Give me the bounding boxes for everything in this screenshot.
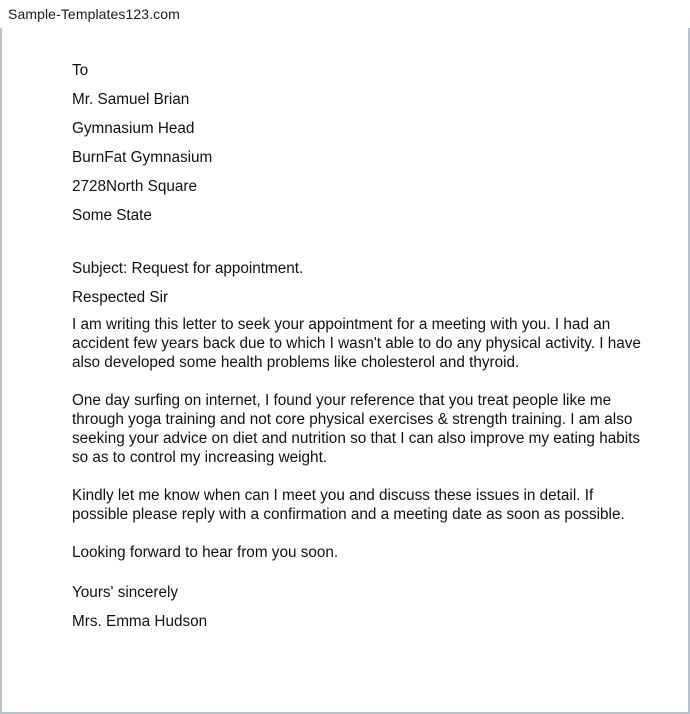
recipient-title: Gymnasium Head xyxy=(72,120,195,137)
paragraph-line: possible please reply with a confirmation and a meeting date as soon as possible. xyxy=(72,506,625,523)
paragraph-line: accident few years back due to which I wasn't able to do any physical activity. I have xyxy=(72,335,641,352)
salutation: Respected Sir xyxy=(72,289,169,306)
recipient-company: BurnFat Gymnasium xyxy=(72,149,213,166)
paragraph-4 xyxy=(72,543,638,562)
site-watermark: Sample-Templates123.com xyxy=(8,6,180,22)
paragraph-1 xyxy=(72,315,641,372)
address-to: To xyxy=(72,62,89,79)
letter-body xyxy=(72,60,641,640)
paragraph-line: also developed some health problems like cholesterol and thyroid. xyxy=(72,354,520,371)
paragraph-line: so as to control my increasing weight. xyxy=(72,449,328,466)
paragraph-3 xyxy=(72,486,638,524)
paragraph-line: Looking forward to hear from you soon. xyxy=(72,544,339,561)
paragraph-line: One day surfing on internet, I found your reference that you treat people like me xyxy=(72,392,612,409)
signature: Mrs. Emma Hudson xyxy=(72,613,208,630)
header-bar xyxy=(0,0,690,28)
paragraph-2 xyxy=(72,391,641,467)
closing: Yours' sincerely xyxy=(72,584,179,601)
recipient-state: Some State xyxy=(72,207,152,224)
paragraph-line: Kindly let me know when can I meet you and discuss these issues in detail. If xyxy=(72,487,594,504)
subject-line: Subject: Request for appointment. xyxy=(72,260,304,277)
recipient-address xyxy=(72,60,638,234)
recipient-street: 2728North Square xyxy=(72,178,198,195)
paragraph-line: I am writing this letter to seek your appointment for a meeting with you. I had an xyxy=(72,316,611,333)
recipient-name: Mr. Samuel Brian xyxy=(72,91,190,108)
paragraph-line: seeking your advice on diet and nutrition so that I can also improve my eating habits xyxy=(72,430,641,447)
paragraph-line: through yoga training and not core physical exercises & strength training. I am also xyxy=(72,411,633,428)
